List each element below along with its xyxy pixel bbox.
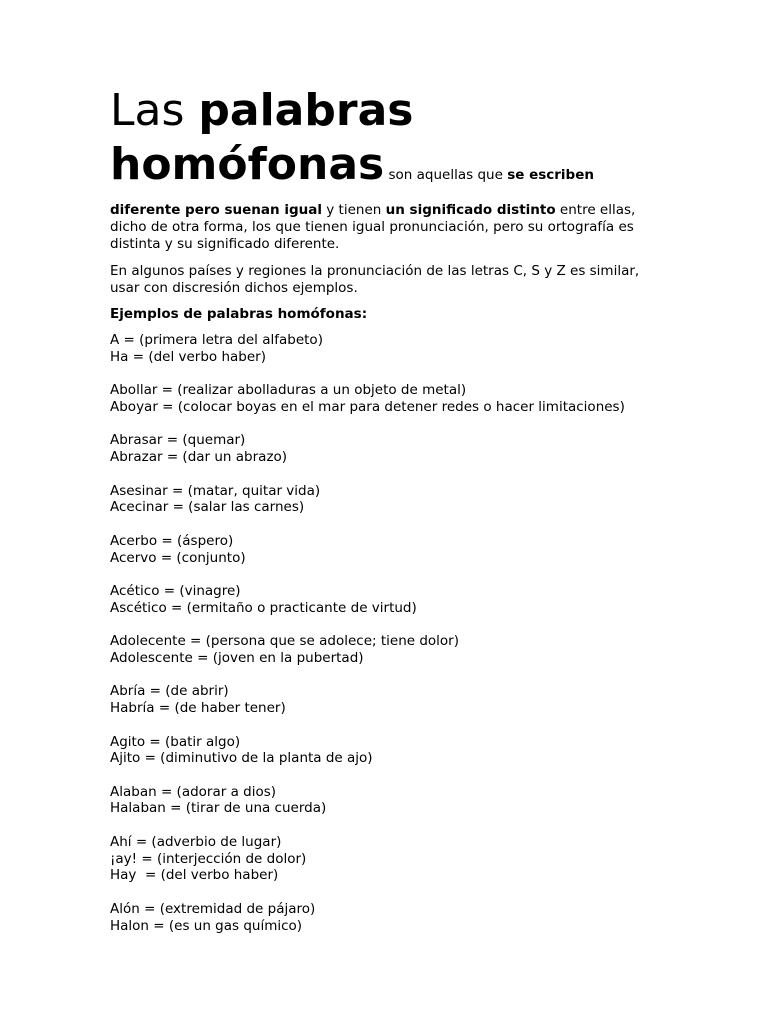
example-line: Habría = (de haber tener) <box>110 700 286 717</box>
title-word-las: Las <box>110 85 185 136</box>
pronunciation-paragraph: En algunos países y regiones la pronunciación de las letras C, S y Z es similar, usar con discresión dichos ejemplos. <box>110 263 640 296</box>
intro-text-b: entre ellas, dicho de otra forma, los que tienen igual pronunciación, pero su ortografía es distinta y su significado diferente. <box>110 202 636 252</box>
example-line: Acético = (vinagre) <box>110 582 241 599</box>
example-line: Alaban = (adorar a dios) <box>110 783 277 800</box>
title-line-1 <box>110 84 670 138</box>
example-group <box>110 784 670 818</box>
example-line: Aboyar = (colocar boyas en el mar para detener redes o hacer limitaciones) <box>110 398 625 415</box>
example-group <box>110 734 670 768</box>
example-line: ¡ay! = (interjección de dolor) <box>110 850 307 867</box>
example-line: Acecinar = (salar las carnes) <box>110 499 305 516</box>
intro-text-a: y tienen <box>321 202 386 218</box>
intro-paragraph <box>110 202 670 253</box>
intro-after-title: son aquellas que <box>384 167 508 183</box>
example-group <box>110 382 670 416</box>
intro-bold-se-escriben: se escriben <box>507 167 594 183</box>
example-line: Ajito = (diminutivo de la planta de ajo) <box>110 750 373 767</box>
intro-start <box>384 167 594 183</box>
example-line: Abrasar = (quemar) <box>110 432 246 449</box>
document-page <box>110 84 670 951</box>
example-line: Acerbo = (áspero) <box>110 532 234 549</box>
example-group <box>110 332 670 366</box>
examples-list <box>110 332 670 934</box>
example-line: A = (primera letra del alfabeto) <box>110 332 323 348</box>
example-line: Asesinar = (matar, quitar vida) <box>110 482 321 499</box>
examples-heading: Ejemplos de palabras homófonas: <box>110 306 368 322</box>
example-group <box>110 834 670 884</box>
example-line: Acervo = (conjunto) <box>110 549 246 566</box>
example-group <box>110 683 670 717</box>
example-line: Agito = (batir algo) <box>110 733 241 750</box>
example-group <box>110 583 670 617</box>
example-group <box>110 633 670 667</box>
title-word-homofonas: homófonas <box>110 139 385 190</box>
example-line: Halon = (es un gas químico) <box>110 917 303 934</box>
example-line: Abría = (de abrir) <box>110 683 229 700</box>
example-group <box>110 901 670 935</box>
example-line: Adolecente = (persona que se adolece; tiene dolor) <box>110 633 460 650</box>
intro-bold-a: diferente pero suenan igual <box>110 202 322 218</box>
example-group <box>110 432 670 466</box>
intro-bold-b: un significado distinto <box>385 202 556 218</box>
example-line: Ascético = (ermitaño o practicante de virtud) <box>110 599 417 616</box>
example-line: Ahí = (adverbio de lugar) <box>110 833 282 850</box>
example-line: Adolescente = (joven en la pubertad) <box>110 649 364 666</box>
example-group <box>110 483 670 517</box>
example-group <box>110 533 670 567</box>
title-line-2 <box>110 138 670 202</box>
example-line: Abollar = (realizar abolladuras a un objeto de metal) <box>110 382 467 399</box>
title-word-palabras: palabras <box>198 85 414 136</box>
example-line: Ha = (del verbo haber) <box>110 348 266 365</box>
example-line: Hay = (del verbo haber) <box>110 867 279 884</box>
example-line: Alón = (extremidad de pájaro) <box>110 900 316 917</box>
example-line: Abrazar = (dar un abrazo) <box>110 449 288 466</box>
example-line: Halaban = (tirar de una cuerda) <box>110 800 327 817</box>
